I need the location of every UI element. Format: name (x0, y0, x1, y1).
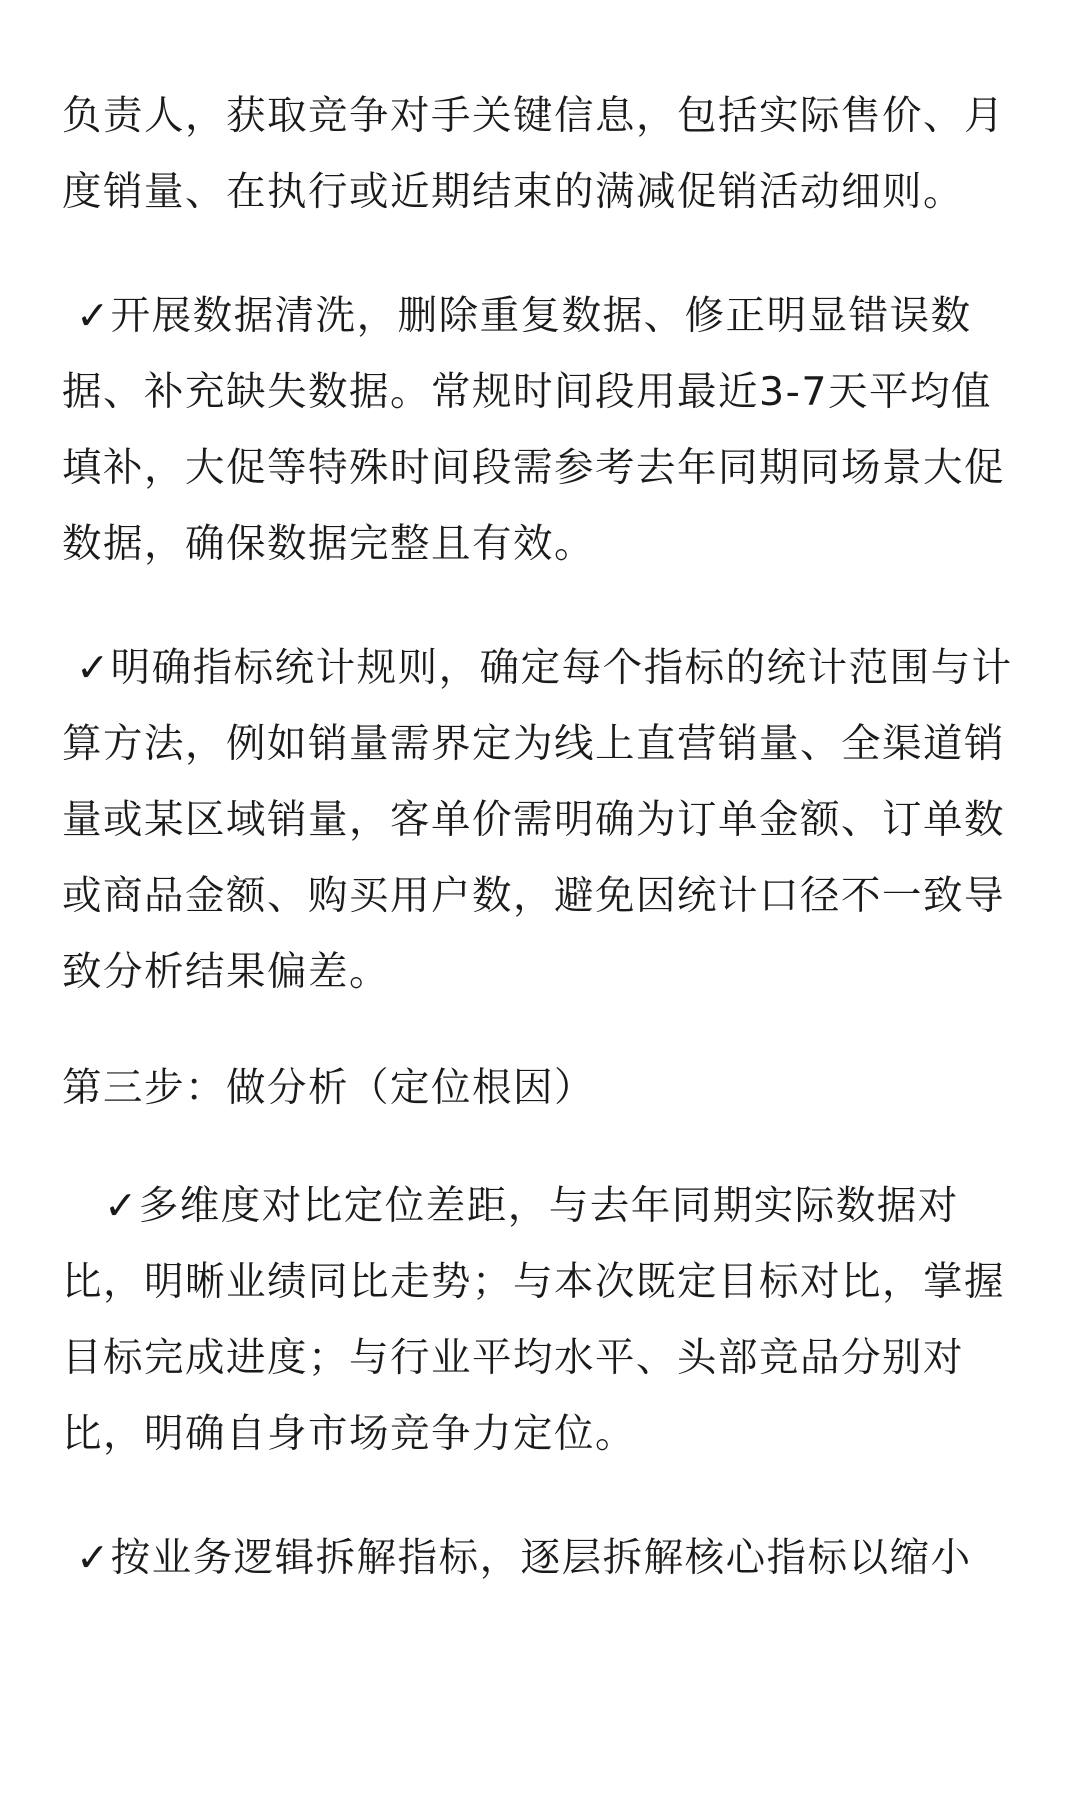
section-heading-step-three: 第三步：做分析（定位根因） (62, 1065, 595, 1111)
paragraph-data-cleaning: ✓开展数据清洗，删除重复数据、修正明显错误数据、补充缺失数据。常规时间段用最近3-7天平均值填补，大促等特殊时间段需参考去年同期同场景大促数据，确保数据完整且有效。 (62, 293, 1005, 567)
paragraph-metric-rules: ✓明确指标统计规则，确定每个指标的统计范围与计算方法，例如销量需界定为线上直营销量、全渠道销量或某区域销量，客单价需明确为订单金额、订单数或商品金额、购买用户数，避免因统计口径不一致导致分析结果偏差。 (62, 645, 1013, 995)
paragraph-metric-breakdown: ✓按业务逻辑拆解指标，逐层拆解核心指标以缩小 (62, 1535, 972, 1581)
paragraph-competitor-info: 负责人，获取竞争对手关键信息，包括实际售价、月度销量、在执行或近期结束的满减促销活动细则。 (62, 93, 1005, 215)
paragraph-multi-dimension-comparison: ✓多维度对比定位差距，与去年同期实际数据对比，明晰业绩同比走势；与本次既定目标对比，掌握目标完成进度；与行业平均水平、头部竞品分别对比，明确自身市场竞争力定位。 (62, 1183, 1005, 1457)
article-body (62, 78, 1022, 1596)
